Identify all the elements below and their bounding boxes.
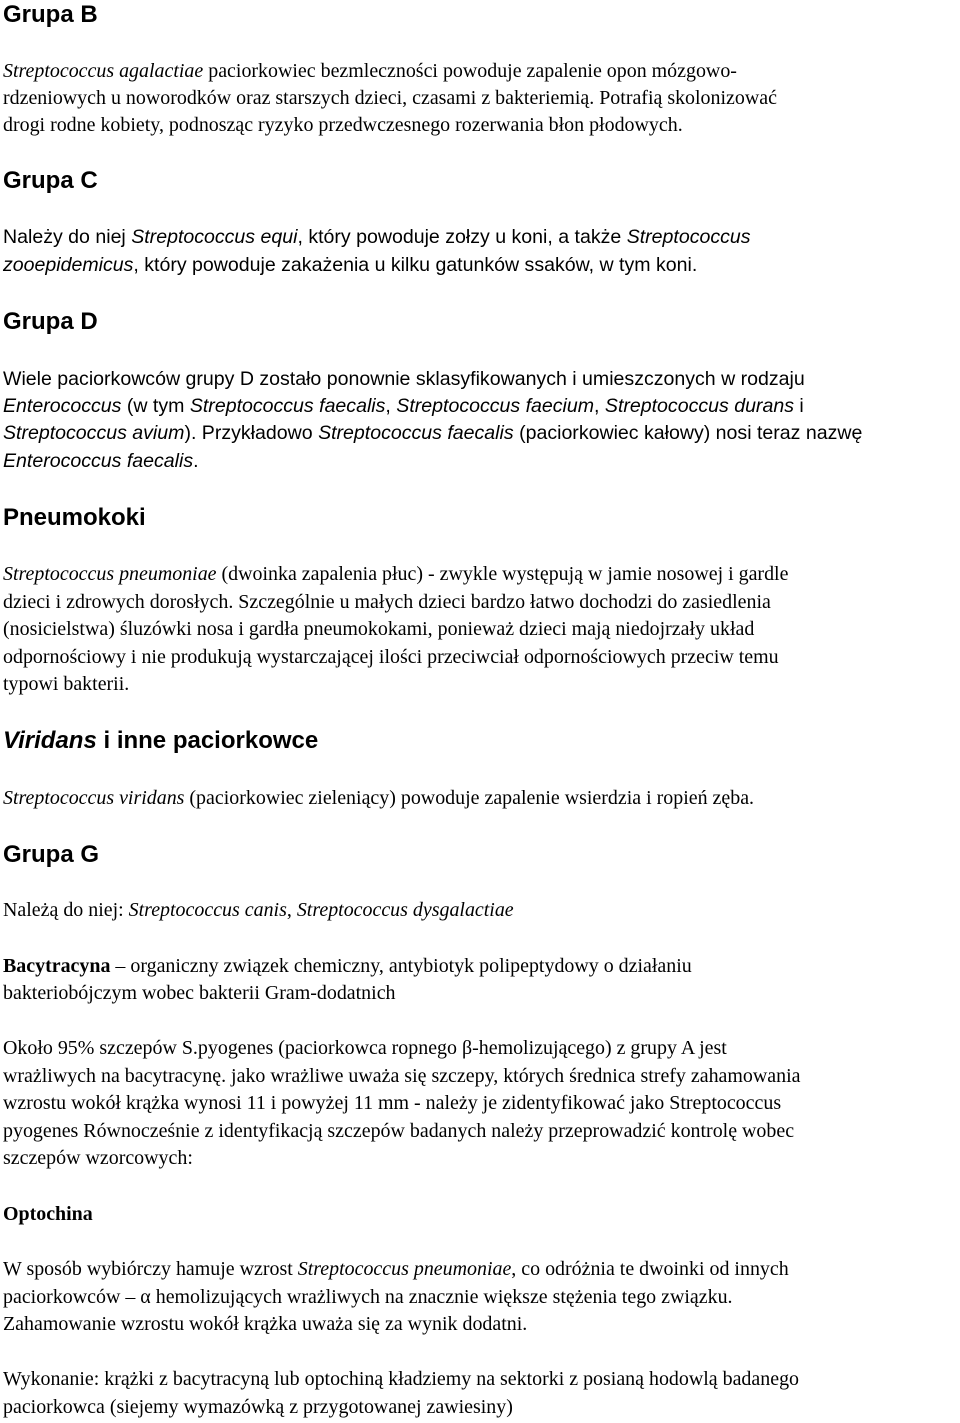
paragraph-line: Bacytracyna – organiczny związek chemiczny, antybiotyk polipeptydowy o działaniu [3,955,692,977]
heading-grupa-g: Grupa G [3,841,100,868]
paragraph-line: odpornościowy i nie produkują wystarczającej ilości przeciwciał odpornościowych przeciw temu [3,646,779,668]
paragraph-line: Streptococcus avium). Przykładowo Streptococcus faecalis (paciorkowiec kałowy) nosi teraz nazwę [3,422,863,444]
heading-grupa-c: Grupa C [3,167,98,194]
paragraph-line: Enterococcus (w tym Streptococcus faecalis, Streptococcus faecium, Streptococcus durans i [3,395,804,417]
paragraph-line: Enterococcus faecalis. [3,450,199,472]
paragraph-line: W sposób wybiórczy hamuje wzrost Streptococcus pneumoniae, co odróżnia te dwoinki od innych [3,1258,789,1280]
paragraph-line: Wiele paciorkowców grupy D zostało ponownie sklasyfikowanych i umieszczonych w rodzaju [3,368,805,390]
paragraph-line: typowi bakterii. [3,673,130,695]
paragraph-line: Należą do niej: Streptococcus canis, Streptococcus dysgalactiae [3,899,514,921]
paragraph-line: bakteriobójczym wobec bakterii Gram-dodatnich [3,982,396,1004]
paragraph-line: wrażliwych na bacytracynę. jako wrażliwe uważa się szczepy, których średnica strefy zahamowania [3,1065,801,1087]
heading-optochina: Optochina [3,1203,93,1225]
heading-pneumokoki: Pneumokoki [3,504,146,531]
paragraph-line: Zahamowanie wzrostu wokół krążka uważa się za wynik dodatni. [3,1313,528,1335]
paragraph-line: (nosicielstwa) śluzówki nosa i gardła pneumokokami, ponieważ dzieci mają niedojrzały układ [3,618,755,640]
paragraph-line: wzrostu wokół krążka wynosi 11 i powyżej 11 mm - należy je zidentyfikować jako Streptococcus [3,1092,782,1114]
paragraph-line: drogi rodne kobiety, podnosząc ryzyko przedwczesnego rozerwania błon płodowych. [3,114,683,136]
paragraph-line: Wykonanie: krążki z bacytracyną lub optochiną kładziemy na sektorki z posianą hodowlą badanego [3,1368,800,1390]
paragraph-line: Należy do niej Streptococcus equi, który powoduje zołzy u koni, a także Streptococcus [3,226,751,248]
paragraph-line: Streptococcus viridans (paciorkowiec zieleniący) powoduje zapalenie wsierdzia i ropień zęba. [3,787,755,809]
heading-viridans: Viridans i inne paciorkowce [3,727,319,754]
paragraph-line: paciorkowca (siejemy wymazówką z przygotowanej zawiesiny) [3,1396,513,1418]
paragraph-line: Streptococcus pneumoniae (dwoinka zapalenia płuc) - zwykle występują w jamie nosowej i gardle [3,563,789,585]
paragraph-line: szczepów wzorcowych: [3,1147,193,1169]
paragraph-line: pyogenes Równocześnie z identyfikacją szczepów badanych należy przeprowadzić kontrolę wobec [3,1120,795,1142]
heading-grupa-d: Grupa D [3,308,98,335]
heading-grupa-b: Grupa B [3,1,98,28]
paragraph-line: paciorkowców – α hemolizujących wrażliwych na znacznie większe stężenia tego związku. [3,1286,733,1308]
paragraph-line: dzieci i zdrowych dorosłych. Szczególnie u małych dzieci bardzo łatwo dochodzi do zasiedlenia [3,591,771,613]
paragraph-line: rdzeniowych u noworodków oraz starszych dzieci, czasami z bakteriemią. Potrafią skolonizować [3,87,777,109]
paragraph-line: zooepidemicus, który powoduje zakażenia u kilku gatunków ssaków, w tym koni. [3,254,698,276]
paragraph-line: Około 95% szczepów S.pyogenes (paciorkowca ropnego β-hemolizującego) z grupy A jest [3,1037,727,1059]
paragraph-line: Streptococcus agalactiae paciorkowiec bezmleczności powoduje zapalenie opon mózgowo- [3,60,737,82]
